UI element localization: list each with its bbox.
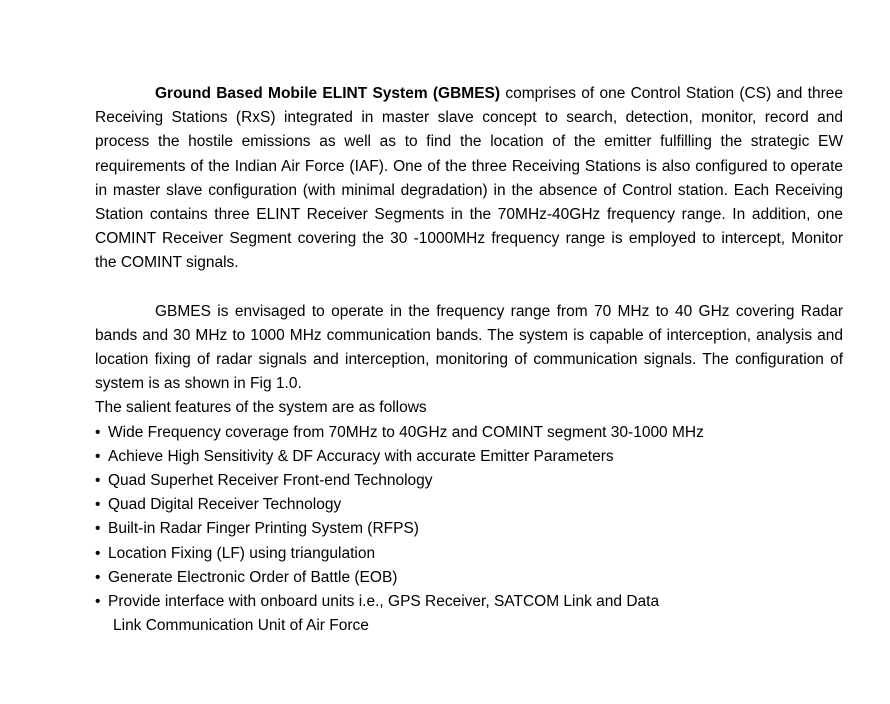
- list-item-text: Location Fixing (LF) using triangulation: [108, 544, 376, 562]
- list-item: [95, 542, 843, 566]
- list-item-text: Provide interface with onboard units i.e., GPS Receiver, SATCOM Link and Data: [108, 593, 660, 611]
- list-item: [95, 469, 843, 493]
- bullet-marker: •: [95, 568, 101, 586]
- paragraph-gbmes-overview: [95, 82, 843, 276]
- list-item-text: Quad Digital Receiver Technology: [108, 496, 342, 514]
- features-list: [95, 421, 843, 639]
- bullet-marker: •: [95, 447, 101, 465]
- document-page: [95, 82, 843, 638]
- bullet-marker: •: [95, 544, 101, 562]
- features-intro: The salient features of the system are as follows: [95, 399, 427, 417]
- bullet-marker: •: [95, 423, 101, 441]
- list-item: [95, 421, 843, 445]
- list-item: [95, 445, 843, 469]
- bullet-marker: •: [95, 593, 101, 611]
- list-item-text: Achieve High Sensitivity & DF Accuracy with accurate Emitter Parameters: [108, 447, 614, 465]
- list-item: [95, 566, 843, 590]
- list-item-text: Generate Electronic Order of Battle (EOB): [108, 568, 398, 586]
- list-item: [95, 517, 843, 541]
- list-item-text: Quad Superhet Receiver Front-end Technology: [108, 472, 433, 490]
- bullet-marker: •: [95, 520, 101, 538]
- bullet-marker: •: [95, 472, 101, 490]
- paragraph-body: GBMES is envisaged to operate in the frequency range from 70 MHz to 40 GHz covering Radar bands and 30 MHz to 1000 MHz communication bands. The system is capable of interception, analysis and location fixing of radar signals and interception, monitoring of communication signals. The configuration of system is as shown in Fig 1.0.: [95, 302, 843, 393]
- list-item-text: Wide Frequency coverage from 70MHz to 40GHz and COMINT segment 30-1000 MHz: [108, 423, 704, 441]
- list-item: [95, 590, 843, 638]
- paragraph-body: comprises of one Control Station (CS) and three Receiving Stations (RxS) integrated in master slave concept to search, detection, monitor, record and process the hostile emissions as well as to find the location of the emitter fulfilling the strategic EW requirements of the Indian Air Force (IAF). One of the three Receiving Stations is also configured to operate in master slave configuration (with minimal degradation) in the absence of Control station. Each Receiving Station contains three ELINT Receiver Segments in the 70MHz-40GHz frequency range. In addition, one COMINT Receiver Segment covering the 30 -1000MHz frequency range is employed to intercept, Monitor the COMINT signals.: [95, 85, 843, 272]
- paragraph-lead-title: Ground Based Mobile ELINT System (GBMES): [155, 85, 501, 102]
- paragraph-frequency-range: [95, 300, 843, 397]
- list-item-continuation: Link Communication Unit of Air Force: [113, 617, 369, 635]
- bullet-marker: •: [95, 496, 101, 514]
- list-item: [95, 493, 843, 517]
- list-item-text: Built-in Radar Finger Printing System (RFPS): [108, 520, 419, 538]
